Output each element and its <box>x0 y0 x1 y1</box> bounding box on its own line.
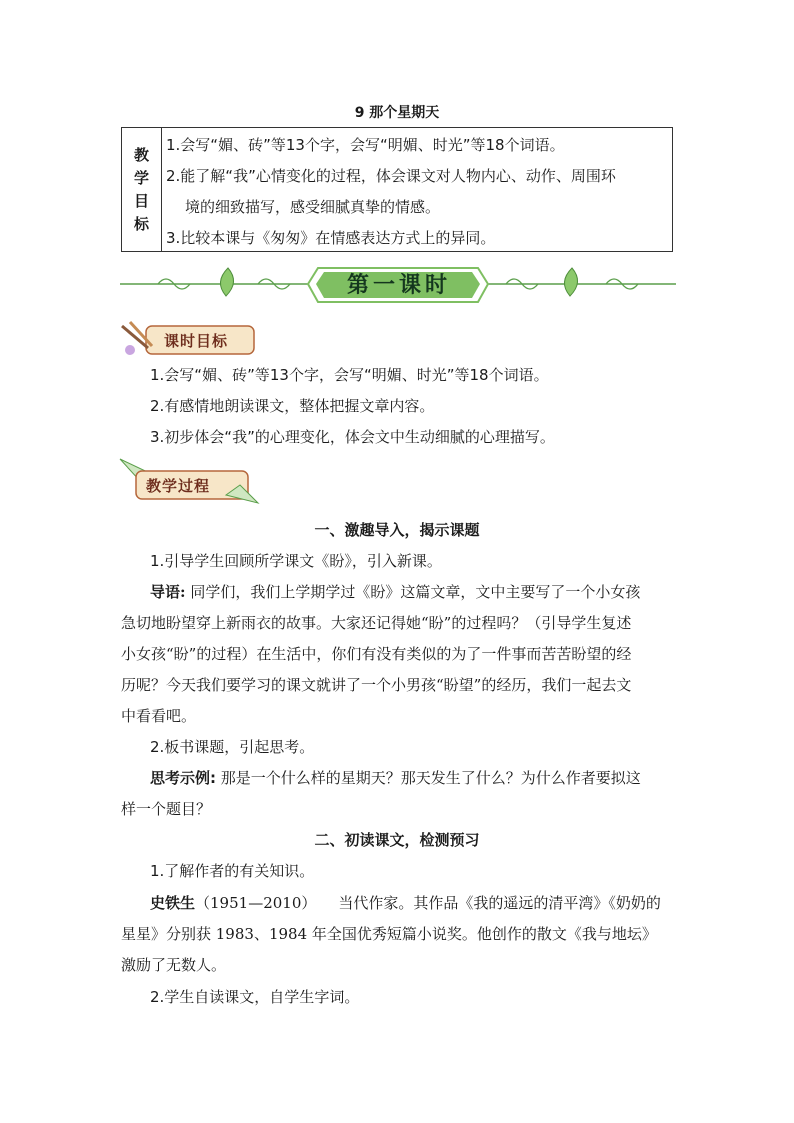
leaf-icon <box>564 268 577 296</box>
example-line: 样一个题目？ <box>121 800 212 818</box>
author-text: 当代作家。其作品《我的遥远的清平湾》《奶奶的 <box>338 894 661 912</box>
objective-item: 2.能了解“我”心情变化的过程，体会课文对人物内心、动作、周围环 <box>166 167 616 185</box>
step-text: 1.引导学生回顾所学课文《盼》，引入新课。 <box>150 552 442 570</box>
objectives-list <box>166 130 666 254</box>
objective-item: 1.会写“媚、砖”等13个字，会写“明媚、时光”等18个词语。 <box>166 136 565 154</box>
objectives-label-char: 目 <box>133 191 149 210</box>
example-text: 那是一个什么样的星期天？那天发生了什么？为什么作者要拟这 <box>216 769 641 787</box>
objectives-label-char: 标 <box>133 214 149 233</box>
intro-line: 急切地盼望穿上新雨衣的故事。大家还记得她“盼”的过程吗？（引导学生复述 <box>121 614 632 632</box>
section-heading: 一、激趣导入，揭示课题 <box>314 521 480 539</box>
author-years: （1951—2010） <box>195 894 317 912</box>
teaching-process-tag-label: 教学过程 <box>146 477 211 495</box>
author-line: 星星》分别获 1983、1984 年全国优秀短篇小说奖。他创作的散文《我与地坛》 <box>121 925 657 943</box>
author-line <box>150 893 705 913</box>
author-line: 激励了无数人。 <box>121 956 227 974</box>
banner-title: 第一课时 <box>346 272 451 298</box>
lesson-goals-tag-label: 课时目标 <box>164 332 229 350</box>
step-text: 2.板书课题，引起思考。 <box>150 738 315 756</box>
objectives-table <box>121 127 673 252</box>
step-text: 2.学生自读课文，自学生字词。 <box>150 988 360 1006</box>
page-title: 9 那个星期天 <box>354 105 440 121</box>
example-line <box>150 768 705 788</box>
objective-item: 3.比较本课与《匆匆》在情感表达方式上的异同。 <box>166 229 496 247</box>
lesson-goal: 3.初步体会“我”的心理变化，体会文中生动细腻的心理描写。 <box>150 428 555 446</box>
lesson-goal: 1.会写“媚、砖”等13个字，会写“明媚、时光”等18个词语。 <box>150 366 549 384</box>
author-name: 史铁生 <box>150 894 196 912</box>
objectives-label-char: 教 <box>133 145 149 164</box>
objectives-label-char: 学 <box>133 168 149 187</box>
intro-line <box>150 582 705 602</box>
objective-item: 境的细致描写，感受细腻真挚的情感。 <box>185 198 441 216</box>
intro-line: 中看看吧。 <box>121 707 197 725</box>
intro-line: 历呢？今天我们要学习的课文就讲了一个小男孩“盼望”的经历，我们一起去文 <box>121 676 632 694</box>
objectives-label <box>122 128 162 251</box>
lesson-goal: 2.有感情地朗读课文，整体把握文章内容。 <box>150 397 435 415</box>
section-heading: 二、初读课文，检测预习 <box>314 831 480 849</box>
leaf-icon <box>220 268 233 296</box>
intro-line: 小女孩“盼”的过程）在生活中，你们有没有类似的为了一件事而苦苦盼望的经 <box>121 645 632 663</box>
intro-label: 导语: <box>150 583 186 601</box>
step-text: 1.了解作者的有关知识。 <box>150 862 315 880</box>
example-label: 思考示例: <box>150 769 216 787</box>
intro-text: 同学们，我们上学期学过《盼》这篇文章，文中主要写了一个小女孩 <box>185 583 641 601</box>
